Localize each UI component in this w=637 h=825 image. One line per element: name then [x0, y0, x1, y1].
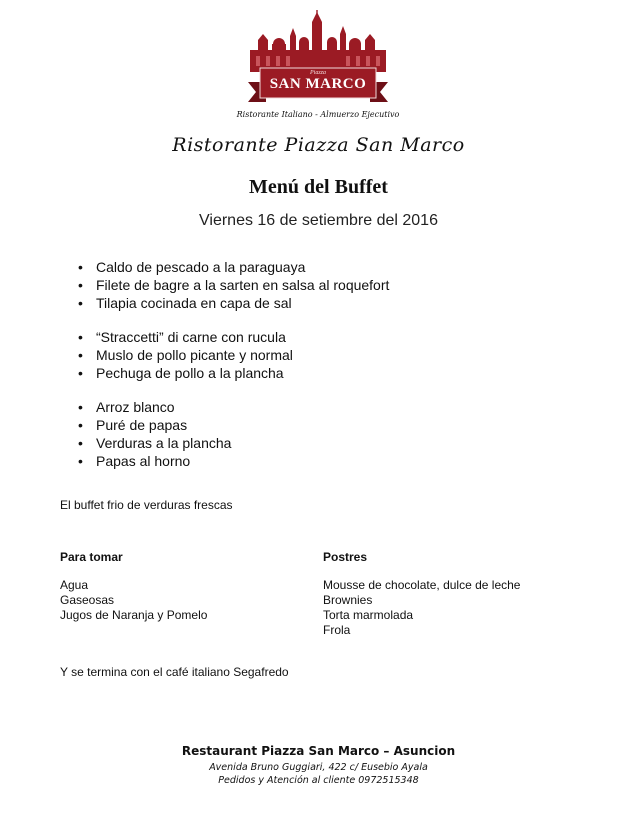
list-item: Mousse de chocolate, dulce de leche: [323, 578, 521, 592]
buffet-note: El buffet frio de verduras frescas: [60, 498, 233, 512]
list-item: • “Straccetti” di carne con rucula: [78, 328, 293, 346]
desserts-heading: Postres: [323, 550, 368, 564]
list-item: Gaseosas: [60, 593, 115, 607]
footer-restaurant: Restaurant Piazza San Marco – Asuncion: [181, 744, 456, 758]
list-item: Agua: [60, 578, 89, 592]
closing-note: Y se termina con el café italiano Segafredo: [60, 665, 289, 679]
footer: [0, 744, 637, 787]
drinks-heading: Para tomar: [60, 550, 123, 564]
list-item: • Muslo de pollo picante y normal: [78, 346, 293, 364]
restaurant-name: Ristorante Piazza San Marco: [172, 134, 465, 156]
skyline-emblem-icon: [248, 10, 388, 110]
dish-list-meat: [78, 328, 293, 382]
logo-tagline: Ristorante Italiano - Almuerzo Ejecutivo: [236, 110, 400, 119]
list-item: • Tilapia cocinada en capa de sal: [78, 294, 389, 312]
list-item: • Puré de papas: [78, 416, 231, 434]
logo-small-text: Piazza: [309, 70, 326, 76]
list-item: • Pechuga de pollo a la plancha: [78, 364, 293, 382]
footer-phone: Pedidos y Atención al cliente 0972515348: [218, 775, 419, 786]
list-item: Torta marmolada: [323, 608, 414, 622]
menu-date: Viernes 16 de setiembre del 2016: [199, 212, 438, 229]
list-item: • Verduras a la plancha: [78, 434, 231, 452]
list-item: • Filete de bagre a la sarten en salsa al roquefort: [78, 276, 389, 294]
list-item: Jugos de Naranja y Pomelo: [60, 608, 208, 622]
footer-address: Avenida Bruno Guggiari, 422 c/ Eusebio Ayala: [209, 762, 428, 773]
drinks-section: [60, 550, 207, 623]
list-item: • Arroz blanco: [78, 398, 231, 416]
dish-list-fish: [78, 258, 389, 312]
logo-brand-name: SAN MARCO: [269, 76, 367, 92]
menu-title: Menú del Buffet: [249, 176, 388, 198]
list-item: Brownies: [323, 593, 373, 607]
restaurant-logo: [236, 10, 400, 126]
desserts-section: [323, 550, 520, 638]
list-item: • Papas al horno: [78, 452, 231, 470]
dish-list-sides: [78, 398, 231, 470]
list-item: • Caldo de pescado a la paraguaya: [78, 258, 389, 276]
list-item: Frola: [323, 623, 351, 637]
